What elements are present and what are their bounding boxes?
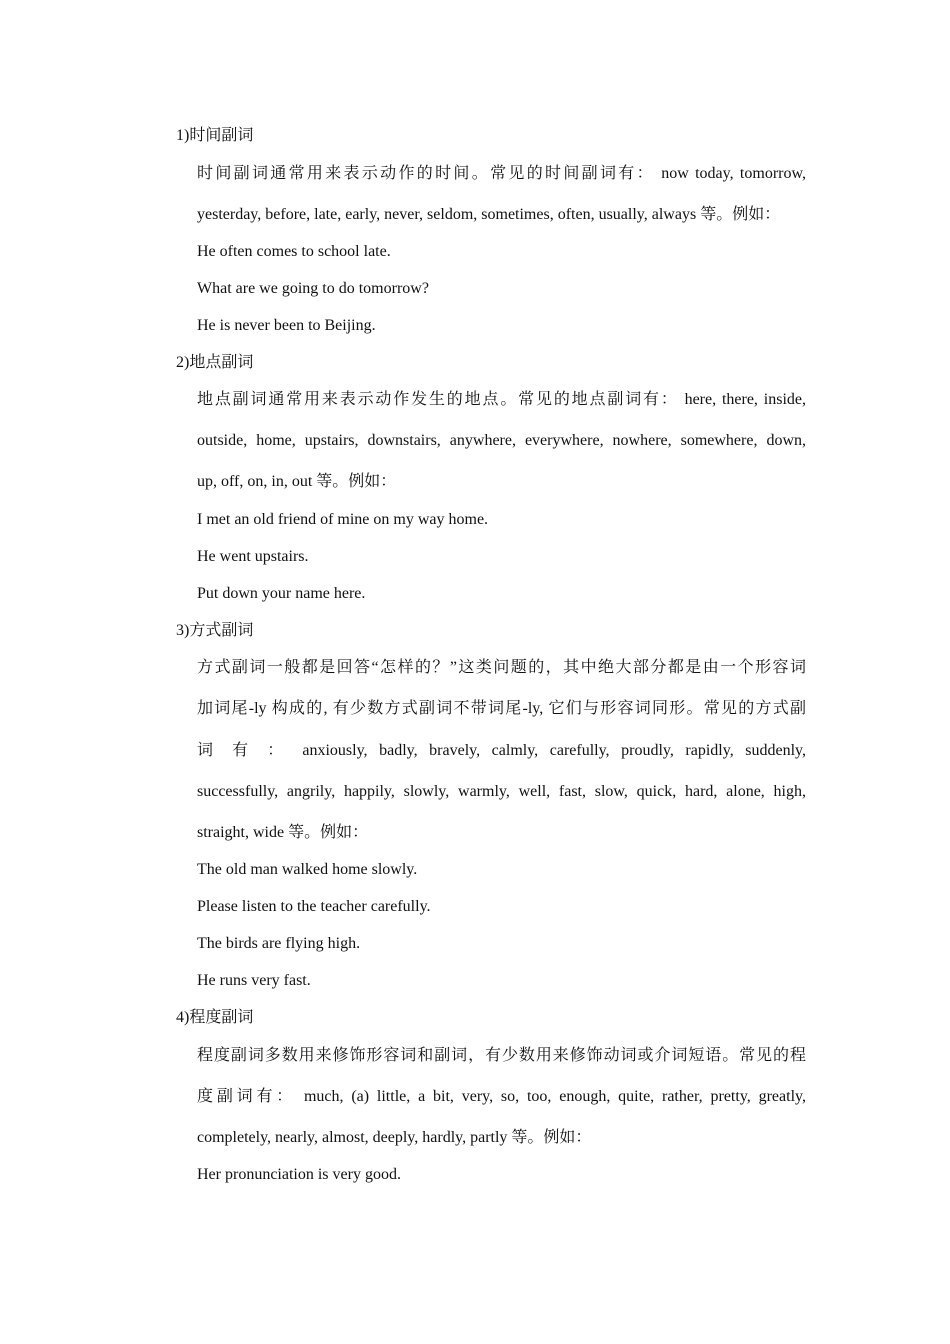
section-description-line: 加词尾-ly 构成的, 有少数方式副词不带词尾-ly, 它们与形容词同形。常见的方式副 <box>197 700 806 717</box>
section-heading-degree-adverbs: 4)程度副词 <box>176 1009 254 1026</box>
example-sentence: He is never been to Beijing. <box>197 317 376 334</box>
section-description-line: 时间副词通常用来表示动作的时间。常见的时间副词有： now today, tomorrow, <box>197 165 806 182</box>
example-sentence: Put down your name here. <box>197 585 366 602</box>
example-sentence: He went upstairs. <box>197 548 309 565</box>
section-description-line: outside, home, upstairs, downstairs, anywhere, everywhere, nowhere, somewhere, down, <box>197 432 806 449</box>
section-description-line: straight, wide 等。例如： <box>197 824 369 841</box>
section-description-line: yesterday, before, late, early, never, seldom, sometimes, often, usually, always 等。例如： <box>197 206 781 223</box>
section-description-line: completely, nearly, almost, deeply, hardly, partly 等。例如： <box>197 1129 592 1146</box>
example-sentence: He often comes to school late. <box>197 243 391 260</box>
section-description-line: 程度副词多数用来修饰形容词和副词，有少数用来修饰动词或介词短语。常见的程 <box>197 1047 806 1064</box>
section-description-line: 词 有 ： anxiously, badly, bravely, calmly, carefully, proudly, rapidly, suddenly, <box>197 742 806 759</box>
section-heading-time-adverbs: 1)时间副词 <box>176 127 254 144</box>
section-description-line: 度副词有： much, (a) little, a bit, very, so, too, enough, quite, rather, pretty, greatly, <box>197 1088 806 1105</box>
section-description-line: up, off, on, in, out 等。例如： <box>197 473 397 490</box>
section-description-line: 地点副词通常用来表示动作发生的地点。常见的地点副词有： here, there, inside, <box>197 391 806 408</box>
section-heading-place-adverbs: 2)地点副词 <box>176 354 254 371</box>
section-heading-manner-adverbs: 3)方式副词 <box>176 622 254 639</box>
example-sentence: I met an old friend of mine on my way home. <box>197 511 489 528</box>
section-description-line: successfully, angrily, happily, slowly, warmly, well, fast, slow, quick, hard, alone, high, <box>197 783 806 800</box>
example-sentence: The birds are flying high. <box>197 935 361 952</box>
example-sentence: He runs very fast. <box>197 972 311 989</box>
example-sentence: What are we going to do tomorrow? <box>197 280 429 297</box>
example-sentence: The old man walked home slowly. <box>197 861 418 878</box>
section-description-line: 方式副词一般都是回答“怎样的？”这类问题的，其中绝大部分都是由一个形容词 <box>197 659 806 676</box>
example-sentence: Her pronunciation is very good. <box>197 1166 401 1183</box>
example-sentence: Please listen to the teacher carefully. <box>197 898 431 915</box>
